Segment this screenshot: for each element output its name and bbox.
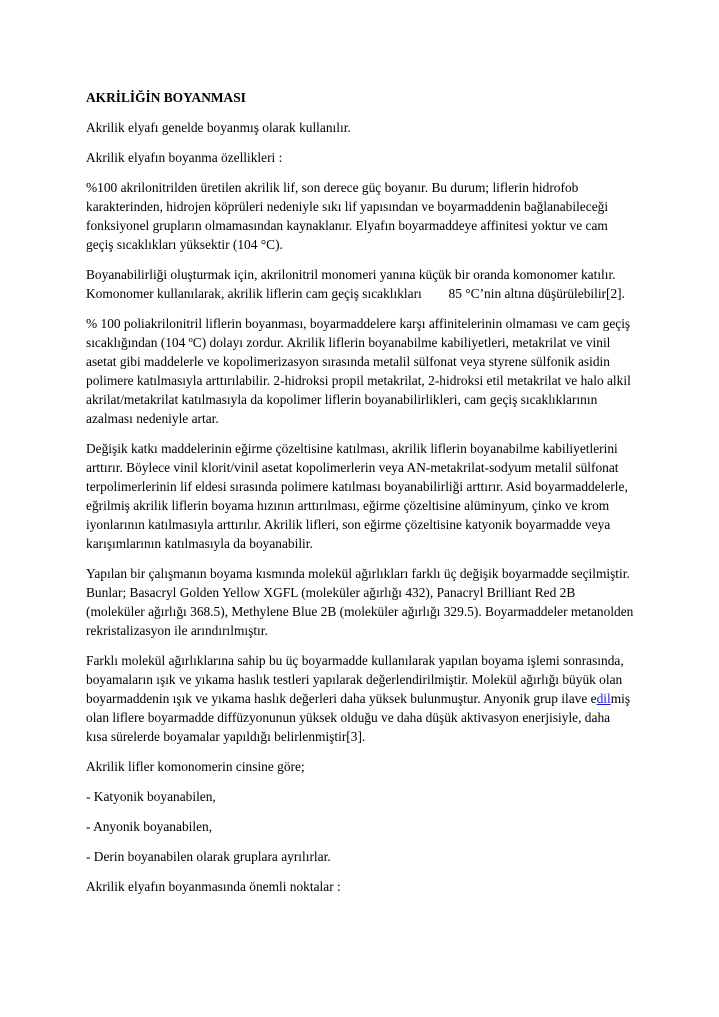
paragraph-comonomer: Boyanabilirliği oluşturmak için, akrilonitril monomeri yanına küçük bir oranda komonomer katılır. Komonomer kullanılarak, akrilik liflerin cam geçiş sıcaklıkları 85 °C’nin altına düşürülebilir[2]. xyxy=(86,267,625,301)
paragraph-important-points: Akrilik elyafın boyanmasında önemli noktalar : xyxy=(86,879,341,894)
list-item-anionic: - Anyonik boyanabilen, xyxy=(86,819,213,834)
list-item-cationic: - Katyonik boyanabilen, xyxy=(86,789,216,804)
document-page xyxy=(86,88,637,907)
paragraph-usage: Akrilik elyafı genelde boyanmış olarak kullanılır. xyxy=(86,120,351,135)
paragraph-study-dyes: Yapılan bir çalışmanın boyama kısmında molekül ağırlıkları farklı üç değişik boyarmadde seçilmiştir. Bunlar; Basacryl Golden Yellow XGFL (moleküler ağırlığı 432), Panacryl Brilliant Red 2B (moleküler ağırlığı 368.5), Methylene Blue 2B (moleküler ağırlığı 329.5). Boyarmaddeler metanolden rekristalizasyon ile arındırılmıştır. xyxy=(86,566,637,638)
paragraph-polyacrylonitrile-dyeing: % 100 poliakrilonitril liflerin boyanması, boyarmaddelere karşı affinitelerinin olmaması ve cam geçiş sıcaklığından (104 ºC) dolayı zordur. Akrilik liflerin boyanabilme kabiliyetleri, metakrilat ve vinil asetat gibi maddelerle ve kopolimerizasyon sırasında metalil sülfonat veya styrene sülfonik asidin polimere katılmasıyla arttırılabilir. 2-hidroksi propil metakrilat, 2-hidroksi etil metakrilat ve halo alkil akrilat/metakrilat katılmasıyla da kopolimer liflerin boyanabilirlikleri, cam geçiş sıcaklıklarının azalması nedeniyle artar. xyxy=(86,316,635,426)
paragraph-fastness-text-after: miş olan liflere boyarmadde diffüzyonunun yüksek olduğu ve daha düşük aktivasyon enerjisiyle, daha kısa sürelerde boyamalar yapıldığı belirlenmiştir[3]. xyxy=(86,691,634,744)
inline-link[interactable]: dil xyxy=(596,691,611,706)
list-item-deep-dyeable: - Derin boyanabilen olarak gruplara ayrılırlar. xyxy=(86,849,331,864)
paragraph-classification-intro: Akrilik lifler komonomerin cinsine göre; xyxy=(86,759,305,774)
document-title: AKRİLİĞİN BOYANMASI xyxy=(86,90,246,105)
paragraph-properties-heading: Akrilik elyafın boyanma özellikleri : xyxy=(86,150,283,165)
paragraph-fastness-text-before: Farklı molekül ağırlıklarına sahip bu üç boyarmadde kullanılarak yapılan boyama işlemi sonrasında, boyamaların ışık ve yıkama haslık testleri yapılarak değerlendirilmiştir. Molekül ağırlığı büyük olan boyarmaddenin ışık ve yıkama haslık değerleri daha yüksek bulunmuştur. Anyonik grup ilave e xyxy=(86,653,628,706)
paragraph-fastness-results xyxy=(86,651,634,746)
paragraph-pure-acrylonitrile: %100 akrilonitrilden üretilen akrilik lif, son derece güç boyanır. Bu durum; liflerin hidrofob karakterinden, hidrojen köprüleri nedeniyle sıkı lif yapısından ve boyarmaddenin bağlanabileceği fonksiyonel grupların olmamasından kaynaklanır. Elyafın boyarmaddeye affinitesi yoktur ve cam geçiş sıcaklıkları yüksektir (104 °C). xyxy=(86,180,612,252)
paragraph-additives: Değişik katkı maddelerinin eğirme çözeltisine katılması, akrilik liflerin boyanabilme kabiliyetlerini arttırır. Böylece vinil klorit/vinil asetat kopolimerlerin veya AN-metakrilat-sodyum metalil sülfonat terpolimerlerinin lif eldesi sırasında polimere katılması boyanabilirliği arttırır. Asid boyarmaddelerle, eğrilmiş akrilik liflerin boyama hızının arttırılması, eğirme çözeltisine alüminyum, çinko ve krom iyonlarının katılmasıyla arttırılır. Akrilik lifleri, son eğirme çözeltisine katyonik boyarmadde veya karışımlarının katılmasıyla da boyanabilir. xyxy=(86,441,632,551)
